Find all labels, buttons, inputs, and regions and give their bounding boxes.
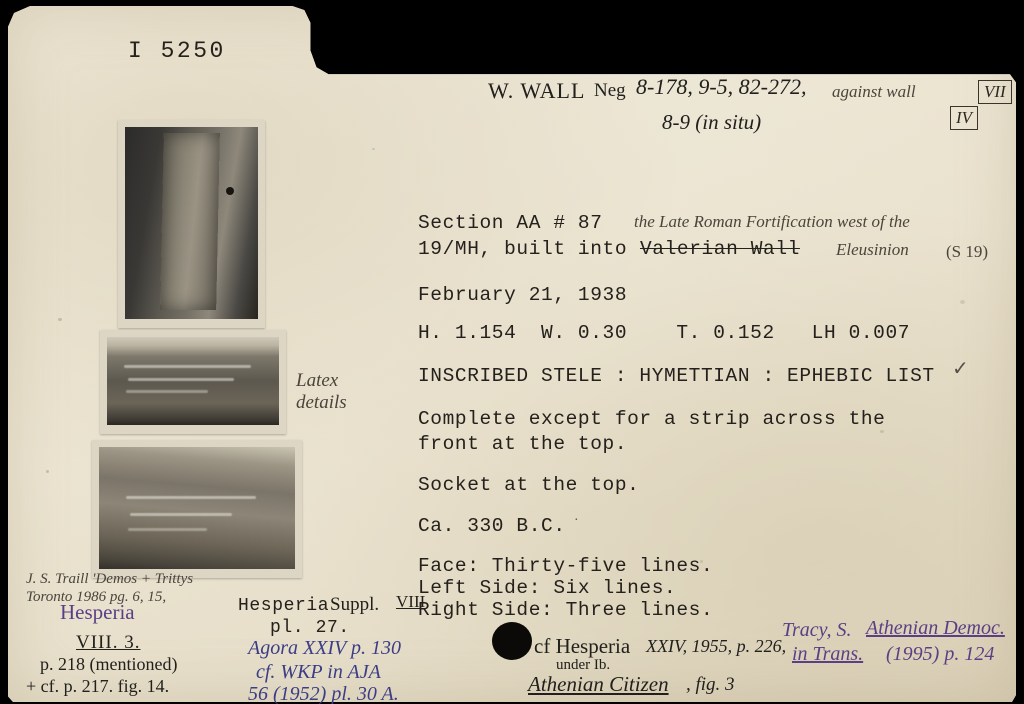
tracy-journal: in Trans.: [792, 643, 864, 665]
agora-reference-line2: cf. WKP in AJA: [256, 661, 381, 683]
photo-plate: [107, 337, 279, 425]
socket-line: Socket at the top.: [418, 474, 640, 496]
box-roman-lower: IV: [950, 106, 978, 130]
inscription-line: [128, 528, 206, 531]
inscription-line: [130, 513, 232, 516]
squeeze-detail-lower[interactable]: [92, 440, 302, 578]
cf-under-ib: under Ib.: [556, 657, 611, 673]
stele-body: [160, 133, 220, 310]
photo-plate: [125, 127, 258, 319]
left-side-lines: Left Side: Six lines.: [418, 577, 677, 599]
hesperia-volume: VIII. 3.: [76, 632, 141, 653]
inscription-line: [124, 365, 251, 368]
accession-number: I 5250: [128, 38, 226, 64]
latex-details-label-line2: details: [296, 392, 347, 413]
paper-speck: [960, 300, 965, 304]
condition-line1: Complete except for a strip across the: [418, 408, 886, 430]
hesperia-suppl-plate: pl. 27.: [270, 618, 350, 638]
dating-line: Ca. 330 B.C.: [418, 515, 566, 537]
cf-hesperia-reference: XXIV, 1955, p. 226,: [646, 636, 787, 656]
condition-line2: front at the top.: [418, 433, 628, 455]
hesperia-suppl-label: Hesperia: [238, 596, 330, 616]
neg-label: Neg: [594, 80, 626, 101]
inscription-line: [126, 496, 255, 499]
athenian-citizen-figure: , fig. 3: [686, 674, 735, 695]
against-wall-note: against wall: [832, 82, 916, 101]
hesperia-suppl-volume: VIII: [396, 592, 426, 611]
late-roman-note-line1: the Late Roman Fortification west of the: [634, 212, 910, 231]
checkmark-icon: ·: [574, 513, 579, 528]
late-roman-reference: (S 19): [946, 242, 989, 261]
traill-reference-line2: Toronto 1986 pg. 6, 15,: [26, 589, 167, 605]
wall-label: W. WALL: [488, 78, 586, 103]
photo-plate: [99, 447, 295, 569]
neg-numbers: 8-178, 9-5, 82-272,: [636, 74, 807, 99]
hesperia-page-mentioned: p. 218 (mentioned): [40, 654, 178, 674]
tracy-author: Tracy, S.: [782, 619, 852, 641]
latex-details-label-line1: Latex: [296, 370, 339, 391]
dimensions-line: H. 1.154 W. 0.30 T. 0.152 LH 0.007: [418, 322, 911, 344]
hesperia-suppl-word: Suppl.: [330, 594, 380, 615]
athenian-citizen-title: Athenian Citizen: [528, 672, 669, 696]
cf-hesperia-label: cf Hesperia: [534, 634, 631, 658]
right-side-lines: Right Side: Three lines.: [418, 599, 714, 621]
face-lines: Face: Thirty-five lines.: [418, 555, 714, 577]
paper-speck: [46, 470, 49, 473]
traill-reference-line1: J. S. Traill 'Demos + Trittys: [26, 571, 194, 587]
late-roman-note-line2: Eleusinion: [836, 240, 909, 259]
squeeze-detail-upper[interactable]: [100, 330, 286, 434]
tracy-page: (1995) p. 124: [886, 643, 995, 665]
tracy-title: Athenian Democ.: [866, 617, 1005, 639]
photo-blemish: [226, 187, 234, 195]
excavation-date: February 21, 1938: [418, 284, 628, 306]
paper-speck: [372, 148, 375, 150]
agora-reference-line3: 56 (1952) pl. 30 A.: [248, 683, 399, 704]
punch-hole: [492, 622, 532, 660]
hesperia-purple-label: Hesperia: [60, 600, 135, 624]
inscription-line: [128, 378, 235, 381]
agora-reference-line1: Agora XXIV p. 130: [248, 637, 401, 659]
object-description: INSCRIBED STELE : HYMETTIAN : EPHEBIC LIST: [418, 365, 935, 387]
paper-speck: [58, 318, 62, 321]
built-into-line: 19/MH, built into: [418, 238, 628, 260]
hesperia-page-figure: + cf. p. 217. fig. 14.: [26, 676, 170, 696]
inscription-line: [126, 390, 209, 393]
section-line: Section AA # 87: [418, 212, 603, 234]
box-roman-upper: VII: [978, 80, 1012, 104]
stele-photograph[interactable]: [118, 120, 265, 328]
insitu-note: 8-9 (in situ): [662, 110, 762, 134]
valerian-wall-struck: Valerian Wall: [640, 238, 800, 260]
checkmark-icon: ✓: [952, 358, 969, 380]
